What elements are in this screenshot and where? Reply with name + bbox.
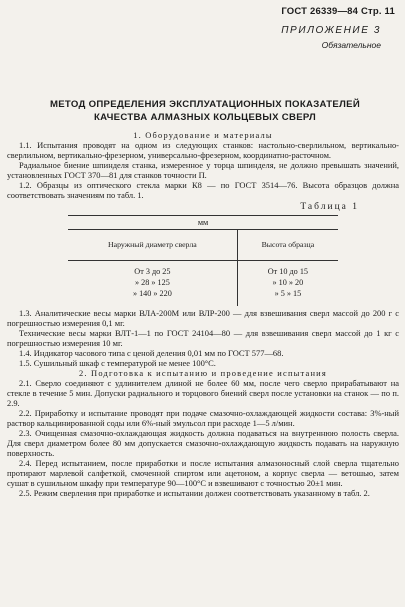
table-header-height: Высота образца: [237, 230, 338, 261]
title-line-1: МЕТОД ОПРЕДЕЛЕНИЯ ЭКСПЛУАТАЦИОННЫХ ПОКАЗАТЕЛЕЙ: [49, 99, 361, 110]
table-unit: мм: [68, 216, 338, 230]
paragraph-2-2: 2.2. Приработку и испытание проводят при подаче смазочно-охлаждающей жидкости состава: 3%-ный раствор кальцинированной соды или 6%-ный эмульсол при расходе 1—5 л/мин.: [7, 407, 399, 428]
paragraph-2-3: 2.3. Очищенная смазочно-охлаждающая жидкость должна подаваться на внутреннюю полость сверла. Для сверл диаметром более 80 мм допускается смазочно-охлаждающую жидкость подавать на наружную поверхность.: [7, 427, 399, 458]
document-title: [20, 98, 390, 124]
paragraph-1-3b: Технические весы марки ВЛТ-1—1 по ГОСТ 24104—80 — для взвешивания сверл массой до 1 кг с погрешностью измерения 10 мг.: [7, 327, 399, 348]
section-1-heading: 1. Оборудование и материалы: [133, 130, 273, 140]
title-line-2: КАЧЕСТВА АЛМАЗНЫХ КОЛЬЦЕВЫХ СВЕРЛ: [93, 112, 317, 123]
table-row: [68, 278, 338, 289]
section-2-heading: 2. Подготовка к испытанию и проведение испытания: [79, 367, 327, 378]
paragraph-1-3: 1.3. Аналитические весы марки ВЛА-200М или ВЛР-200 — для взвешивания сверл массой до 200 г с погрешностью измерения 0,1 мг.: [7, 307, 399, 328]
paragraph-2-4: 2.4. Перед испытанием, после приработки и после испытания алмазоносный слой сверла тщательно протирают марлевой салфеткой, смоченной спиртом или ацетоном, а корпус сверла — ветошью, затем сушат в сушильном шкафу при температуре 90—100°С и взвешивают с точностью 20±1 мин.: [7, 457, 399, 488]
appendix-status: Обязательное: [321, 40, 381, 50]
appendix-title: ПРИЛОЖЕНИЕ 3: [281, 25, 381, 36]
paragraph-1-4: 1.4. Индикатор часового типа с ценой деления 0,01 мм по ГОСТ 577—68.: [19, 347, 284, 358]
table-cell: » 5 » 15: [274, 289, 302, 298]
table-cell: От 3 до 25: [68, 267, 237, 278]
paragraph-1-5: 1.5. Сушильный шкаф с температурой не менее 100°С.: [19, 357, 216, 368]
specimen-table: [68, 215, 338, 306]
table-row: [68, 289, 338, 300]
paragraph-2-1: 2.1. Сверло соединяют с удлинителем длиной не более 60 мм, после чего сверло прирабатывают на стекле в течение 5 мин. Допуски радиального и торцового биений сверл после установки на станок — по п. 2.9.: [7, 377, 399, 408]
paragraph-1-1: 1.1. Испытания проводят на одном из следующих станков: настольно-сверлильном, вертикально-сверлильном, вертикально-фрезерном, универсально-фрезерном, координатно-расточном.: [7, 140, 399, 160]
table-cell: От 10 до 15: [267, 267, 309, 276]
document-body: [7, 130, 399, 498]
paragraph-2-5: 2.5. Режим сверления при приработке и испытании должен соответствовать указанному в табл. 2.: [19, 487, 370, 498]
table-cell: » 140 » 220: [68, 289, 237, 300]
table-cell: » 10 » 20: [272, 278, 304, 287]
document-reference: ГОСТ 26339—84 Стр. 11: [281, 6, 395, 17]
table-row: [68, 267, 338, 278]
appendix-block: [281, 25, 381, 50]
table-cell: » 28 » 125: [68, 278, 237, 289]
paragraph-1-2: 1.2. Образцы из оптического стекла марки К8 — по ГОСТ 3514—76. Высота образцов должна соответствовать значениям по табл. 1.: [7, 180, 399, 200]
table-caption: Таблица 1: [300, 202, 359, 212]
paragraph-1-1b: Радиальное биение шпинделя станка, измеренное у торца шпинделя, не должно превышать значений, установленных ГОСТ 370—81 для станков точности П.: [7, 160, 399, 180]
table-header-diameter: Наружный диаметр сверла: [68, 230, 237, 261]
